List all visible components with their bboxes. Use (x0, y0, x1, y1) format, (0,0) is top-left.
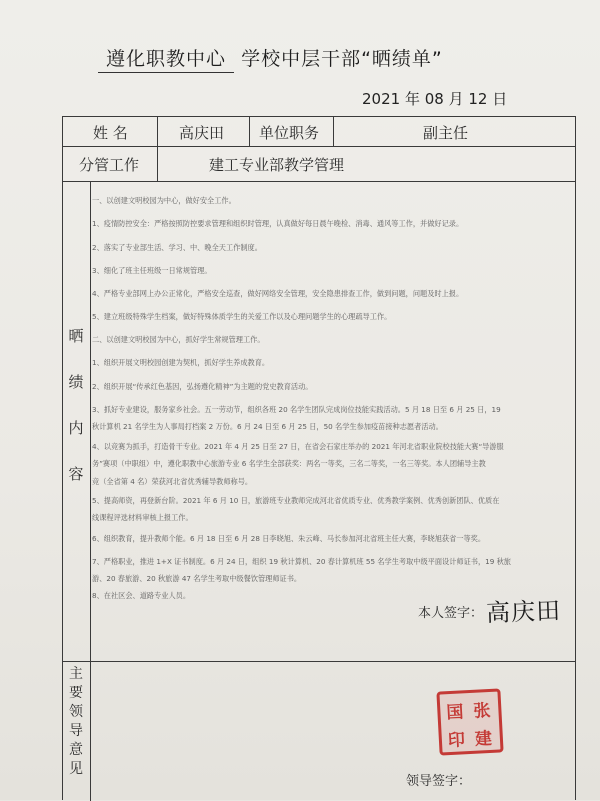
name-value: 高庆田 (179, 124, 225, 142)
content-line: 4、以竞赛为抓手，打造骨干专业。2021 年 4 月 25 日至 27 日，在省会石家庄举办的 2021 年河北省职业院校技能大赛“导游服 (92, 442, 504, 451)
report-date: 2021 年 08 月 12 日 (362, 90, 508, 108)
content-line: 2、落实了专业部生活、学习、中、晚全天工作制度。 (92, 243, 262, 252)
achievements-label: 晒绩内容 (68, 327, 84, 483)
content-line: 1、组织开展文明校园创建为契机，抓好学生养成教育。 (92, 358, 270, 367)
seal-char: 国 (445, 702, 465, 724)
leader-opinion-label: 主要领导意见 (69, 666, 83, 777)
duty-value: 建工专业部教学管理 (209, 156, 345, 174)
position-value: 副主任 (423, 124, 469, 142)
content-line: 线课程评选材料审核上报工作。 (92, 513, 193, 522)
position-label: 单位职务 (259, 124, 320, 142)
content-line: 5、提高师资，再登新台阶。2021 年 6 月 10 日，旅游班专业教师完成河北省优质专业、优秀教学案例、优秀创新团队、优质在 (92, 496, 500, 505)
official-seal (436, 688, 503, 755)
content-line: 务”赛项（中职组）中，遵化职教中心旅游专业 6 名学生全部获奖：两名一等奖，三名二等奖，一名三等奖。本人团辅导主教 (92, 459, 486, 468)
seal-char: 张 (472, 700, 491, 722)
content-line: 一、以创建文明校园为中心，做好安全工作。 (92, 196, 236, 205)
content-line: 6、组织教育，提升教师个能。6 月 18 日至 6 月 28 日李晓旭、朱云峰、马长参加河北省班主任大赛，李晓旭获省一等奖。 (92, 534, 486, 543)
school-name: 遵化职教中心 (98, 44, 234, 73)
self-signature: 高庆田 (485, 596, 562, 628)
col-divider (90, 181, 91, 801)
self-signature-label: 本人签字： (418, 606, 484, 621)
content-line: 3、细化了班主任班级一日常规管理。 (92, 266, 212, 275)
title-text: 学校中层干部“晒绩单” (241, 48, 443, 70)
col-divider (157, 117, 158, 146)
seal-char: 印 (447, 730, 466, 752)
content-line: 5、建立班级特殊学生档案，做好特殊体质学生的关爱工作以及心理问题学生的心理疏导工作。 (92, 312, 392, 321)
col-divider (157, 146, 158, 181)
page-title (98, 44, 558, 73)
col-divider (333, 117, 334, 146)
content-line: 二、以创建文明校园为中心，抓好学生常规管理工作。 (92, 335, 265, 344)
content-line: 2、组织开展“传承红色基因，弘扬遵化精神”为主题的党史教育活动。 (92, 382, 313, 391)
row-divider (63, 181, 575, 182)
content-line: 竞（全省第 4 名）荣获河北省优秀辅导教师称号。 (92, 477, 253, 486)
content-line: 7、严格职业，推进 1+X 证书制度。6 月 24 日，组织 19 秋计算机、20 春计算机班 55 名学生考取中级平面设计师证书，19 秋旅 (92, 557, 511, 566)
content-line: 游、20 春旅游、20 秋旅游 47 名学生考取中级餐饮管理师证书。 (92, 574, 302, 583)
row-divider (63, 146, 575, 147)
leader-signature-label: 领导签字： (406, 774, 472, 789)
content-line: 秋计算机 21 名学生为人事局打档案 2 万份。6 月 24 日至 6 月 25 日，50 名学生参加疫苗接种志愿者活动。 (92, 422, 443, 431)
duty-label: 分管工作 (79, 156, 140, 174)
name-label: 姓 名 (93, 124, 128, 142)
content-line: 4、严格专业部网上办公正常化，严格安全巡查，做好网络安全管理，安全隐患排查工作，做到问题，问题及时上报。 (92, 289, 464, 298)
content-line: 3、抓好专业建设，服务家乡社会。五一劳动节，组织各班 20 名学生团队完成岗位技能实践活动。5 月 18 日至 6 月 25 日，19 (92, 405, 501, 414)
content-line: 1、疫情防控安全：严格按照防控要求管理和组织时管理，认真做好每日晨午晚检、消毒、通风等工作，并做好记录。 (92, 219, 464, 228)
content-line: 8、在社区会、道路专业人员。 (92, 591, 191, 600)
seal-char: 建 (474, 728, 493, 750)
row-divider (63, 661, 575, 662)
col-divider (249, 117, 250, 146)
